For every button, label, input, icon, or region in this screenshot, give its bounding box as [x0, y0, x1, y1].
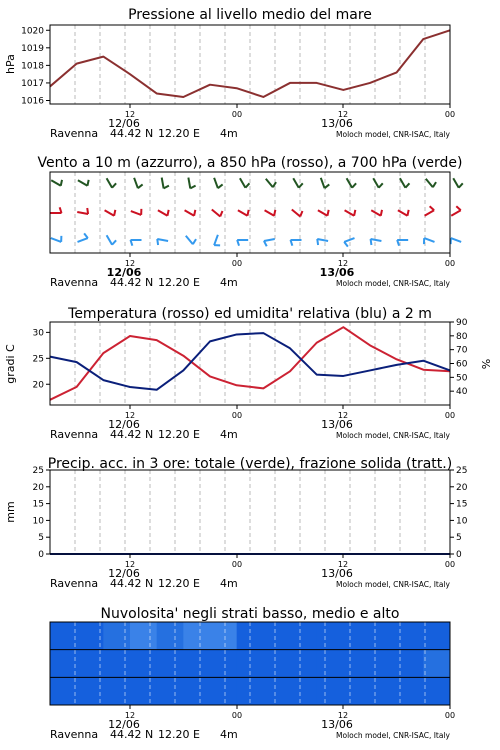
- model-credit: Moloch model, CNR-ISAC, Italy: [336, 731, 450, 740]
- time-tick-label: 12: [337, 259, 349, 268]
- wind-shaft: [292, 209, 300, 216]
- date-label: 13/06: [321, 567, 353, 580]
- wind-barb-10m: [77, 233, 87, 241]
- wind-shaft: [451, 238, 461, 242]
- wind-shaft: [107, 235, 113, 245]
- wind-shaft: [240, 178, 246, 188]
- time-tick-label: 00: [444, 110, 456, 119]
- time-tick-label: 00: [231, 110, 243, 119]
- wind-barb-10m: [51, 236, 62, 242]
- wind-shaft: [426, 179, 433, 187]
- cloud-cell: [423, 650, 450, 678]
- wind-feather: [247, 210, 248, 216]
- cloud-cell: [157, 622, 184, 650]
- wind-barb-850hpa: [318, 210, 329, 216]
- wind-shaft: [344, 238, 354, 242]
- wind-barb-10m: [264, 239, 275, 246]
- wind-barb-850hpa: [105, 210, 116, 216]
- wind-shaft: [293, 178, 299, 188]
- cloud-cell: [263, 677, 290, 705]
- wind-barb-850hpa: [265, 210, 276, 216]
- wind-barb-700hpa: [453, 178, 463, 188]
- wind-barb-700hpa: [78, 180, 89, 186]
- y-tick-right-label: 25: [456, 466, 468, 476]
- wind-shaft: [371, 210, 381, 216]
- wind-shaft: [107, 178, 113, 188]
- wind-shaft: [51, 180, 61, 186]
- cloud-cell: [103, 650, 130, 678]
- location-lon: 12.20 E: [158, 276, 200, 289]
- wind-shaft: [186, 236, 193, 244]
- y-tick-right-label: 10: [456, 516, 468, 527]
- cloud-cell: [343, 650, 370, 678]
- y-axis-label: gradi C: [4, 344, 17, 384]
- time-tick-label: 12: [124, 411, 136, 420]
- model-credit: Moloch model, CNR-ISAC, Italy: [336, 580, 450, 589]
- y-tick-right-label: 60: [456, 359, 468, 370]
- location-lat: 44.42 N: [110, 728, 154, 741]
- time-tick-label: 00: [231, 411, 243, 420]
- wind-shaft: [373, 178, 379, 188]
- wind-feather: [167, 210, 168, 216]
- y-tick-label: 25: [32, 466, 44, 476]
- wind-feather: [61, 180, 62, 186]
- cloud-cell: [423, 622, 450, 650]
- model-credit: Moloch model, CNR-ISAC, Italy: [336, 431, 450, 440]
- wind-barb-10m: [344, 238, 354, 246]
- panel-title: Nuvolosita' negli strati basso, medio e alto: [100, 606, 400, 622]
- wind-barb-700hpa: [426, 179, 436, 187]
- wind-shaft: [105, 210, 115, 216]
- location-name: Ravenna: [50, 577, 99, 590]
- wind-shaft: [398, 210, 408, 216]
- cloud-cell: [397, 677, 424, 705]
- wind-feather: [273, 182, 276, 187]
- wind-feather: [112, 240, 116, 244]
- y-tick-label: 5: [38, 533, 44, 544]
- y-axis-label: hPa: [4, 54, 17, 74]
- wind-shaft: [400, 178, 406, 188]
- wind-feather: [157, 239, 158, 245]
- cloud-cell: [370, 622, 397, 650]
- y-tick-right-label: 80: [456, 331, 468, 342]
- time-tick-label: 00: [444, 259, 456, 268]
- wind-barb-700hpa: [51, 180, 62, 186]
- wind-barb-10m: [317, 239, 328, 245]
- location-name: Ravenna: [50, 276, 99, 289]
- time-tick-label: 12: [124, 560, 136, 569]
- cloud-cell: [397, 650, 424, 678]
- cloud-cell: [290, 650, 317, 678]
- wind-barb-700hpa: [214, 178, 222, 188]
- cloud-cell: [183, 650, 210, 678]
- wind-feather: [430, 206, 434, 210]
- location-lat: 44.42 N: [110, 276, 154, 289]
- wind-shaft: [158, 210, 168, 216]
- y-tick-label: 15: [32, 499, 44, 510]
- wind-barb-850hpa: [238, 210, 249, 216]
- date-label: 12/06: [108, 567, 140, 580]
- y-tick-label: 25: [32, 354, 44, 365]
- wind-shaft: [318, 210, 328, 216]
- wind-barb-10m: [451, 238, 462, 244]
- wind-feather: [218, 184, 223, 188]
- y-tick-label: 20: [32, 482, 44, 493]
- y-tick-label: 10: [32, 516, 44, 527]
- wind-feather: [317, 239, 318, 245]
- time-tick-label: 12: [337, 110, 349, 119]
- wind-feather: [194, 210, 195, 216]
- location-lon: 12.20 E: [158, 577, 200, 590]
- wind-shaft: [266, 179, 273, 187]
- date-label: 12/06: [108, 418, 140, 431]
- wind-feather: [344, 242, 348, 247]
- y-tick-right-label: 5: [456, 533, 462, 544]
- date-label: 13/06: [319, 266, 355, 279]
- wind-barb-10m: [157, 239, 168, 245]
- wind-barb-700hpa: [162, 178, 169, 189]
- wind-feather: [84, 233, 88, 238]
- wind-barb-850hpa: [158, 210, 169, 216]
- cloud-cell: [370, 677, 397, 705]
- wind-feather: [299, 183, 303, 187]
- cloud-cell: [183, 622, 210, 650]
- cloud-cell: [183, 677, 210, 705]
- date-label: 13/06: [321, 418, 353, 431]
- wind-shaft: [371, 239, 382, 241]
- y-tick-label: 1018: [21, 61, 44, 72]
- wind-shaft: [157, 239, 168, 241]
- location-alt: 4m: [220, 276, 238, 289]
- wind-barb-850hpa: [451, 206, 461, 216]
- y-tick-right-label: 70: [456, 345, 468, 356]
- cloud-cell: [210, 622, 237, 650]
- panels: [4, 7, 493, 741]
- wind-feather: [459, 183, 463, 187]
- wind-shaft: [212, 209, 220, 216]
- cloud-cell: [157, 677, 184, 705]
- y-tick-right-label: 90: [456, 318, 468, 328]
- y-tick-label: 1017: [21, 78, 44, 89]
- panel-title: Temperatura (rosso) ed umidita' relativa (blu) a 2 m: [68, 306, 432, 322]
- wind-shaft: [265, 210, 275, 216]
- wind-shaft: [77, 238, 87, 242]
- wind-barb-700hpa: [134, 178, 142, 188]
- date-label: 12/06: [108, 117, 140, 130]
- time-tick-label: 12: [124, 110, 136, 119]
- wind-shaft: [185, 210, 195, 216]
- panel-title: Vento a 10 m (azzurro), a 850 hPa (rosso), a 700 hPa (verde): [37, 155, 463, 171]
- cloud-cell: [50, 677, 77, 705]
- wind-feather: [405, 183, 409, 187]
- location-lon: 12.20 E: [158, 127, 200, 140]
- location-name: Ravenna: [50, 728, 99, 741]
- cloud-cell: [103, 622, 130, 650]
- cloud-cell: [210, 650, 237, 678]
- wind-barb-700hpa: [107, 178, 117, 188]
- cloud-cell: [263, 622, 290, 650]
- wind-feather: [193, 239, 196, 244]
- y-tick-label: 30: [32, 328, 44, 339]
- cloud-cell: [50, 622, 77, 650]
- location-lon: 12.20 E: [158, 728, 200, 741]
- time-tick-label: 00: [444, 711, 456, 720]
- wind-barb-850hpa: [131, 209, 142, 215]
- location-lat: 44.42 N: [110, 577, 154, 590]
- y-tick-right-label: 40: [456, 387, 468, 398]
- wind-feather: [138, 184, 143, 188]
- wind-barb-850hpa: [425, 206, 435, 216]
- wind-feather: [407, 210, 408, 216]
- cloud-cell: [130, 622, 157, 650]
- y-axis-label: mm: [4, 501, 17, 523]
- wind-barb-850hpa: [212, 209, 223, 216]
- wind-barb-850hpa: [51, 207, 62, 213]
- cloud-cell: [103, 677, 130, 705]
- pressure-panel: [4, 7, 455, 140]
- date-label: 12/06: [108, 718, 140, 731]
- cloud-cell: [50, 650, 77, 678]
- y-axis-label: %: [480, 358, 493, 370]
- wind-shaft: [131, 211, 141, 215]
- wind-feather: [190, 186, 195, 189]
- wind-feather: [274, 210, 275, 216]
- time-tick-label: 00: [444, 560, 456, 569]
- y-tick-label: 20: [32, 380, 44, 391]
- wind-barb-10m: [131, 240, 142, 246]
- wind-shaft: [188, 178, 190, 189]
- wind-feather: [220, 211, 222, 217]
- wind-feather: [352, 183, 356, 187]
- wind-barb-10m: [397, 240, 408, 246]
- wind-shaft: [214, 178, 218, 188]
- cloud-cell: [157, 650, 184, 678]
- temperature-humidity-panel: [4, 306, 493, 441]
- wind-feather: [87, 180, 88, 186]
- cloud-cell: [423, 677, 450, 705]
- date-label: 13/06: [321, 117, 353, 130]
- wind-shaft: [78, 180, 88, 186]
- location-alt: 4m: [220, 577, 238, 590]
- y-tick-right-label: 15: [456, 499, 468, 510]
- wind-shaft: [317, 239, 328, 241]
- cloud-cell: [130, 677, 157, 705]
- cloud-cell: [343, 677, 370, 705]
- wind-feather: [379, 183, 383, 187]
- time-tick-label: 00: [231, 711, 243, 720]
- wind-feather: [114, 210, 115, 216]
- wind-shaft: [424, 238, 434, 242]
- panel-title: Pressione al livello medio del mare: [128, 7, 372, 23]
- model-credit: Moloch model, CNR-ISAC, Italy: [336, 279, 450, 288]
- cloud-cell: [317, 677, 344, 705]
- wind-barb-10m: [237, 240, 248, 246]
- y-tick-right-label: 20: [456, 482, 468, 493]
- precipitation-panel: [4, 456, 468, 590]
- time-tick-label: 12: [337, 560, 349, 569]
- wind-feather: [87, 208, 88, 214]
- date-label: 13/06: [321, 718, 353, 731]
- wind-feather: [371, 239, 372, 245]
- wind-shaft: [347, 178, 353, 188]
- cloud-cell: [317, 650, 344, 678]
- y-tick-label: 1019: [21, 43, 44, 54]
- wind-barb-10m: [214, 235, 220, 246]
- wind-feather: [300, 211, 302, 217]
- time-tick-label: 00: [231, 259, 243, 268]
- cloud-cell: [343, 622, 370, 650]
- wind-barb-700hpa: [400, 178, 410, 188]
- wind-shaft: [321, 178, 325, 188]
- wind-shaft: [345, 210, 355, 216]
- time-tick-label: 00: [231, 560, 243, 569]
- cloud-cell: [397, 622, 424, 650]
- time-tick-label: 12: [124, 711, 136, 720]
- time-tick-label: 12: [337, 711, 349, 720]
- wind-feather: [327, 210, 328, 216]
- time-tick-label: 12: [337, 411, 349, 420]
- wind-barb-850hpa: [292, 209, 303, 216]
- wind-shaft: [264, 239, 275, 241]
- wind-shaft: [77, 212, 88, 214]
- wind-feather: [112, 183, 116, 187]
- wind-barb-10m: [107, 235, 117, 245]
- cloud-cell: [130, 650, 157, 678]
- time-tick-label: 00: [444, 411, 456, 420]
- wind-shaft: [451, 210, 461, 216]
- wind-barb-700hpa: [293, 178, 303, 188]
- cloud-cell: [370, 650, 397, 678]
- wind-barb-700hpa: [347, 178, 357, 188]
- wind-shaft: [51, 238, 61, 242]
- location-name: Ravenna: [50, 428, 99, 441]
- wind-barb-850hpa: [185, 210, 196, 216]
- location-lat: 44.42 N: [110, 428, 154, 441]
- wind-barb-10m: [371, 239, 382, 245]
- wind-feather: [354, 210, 355, 216]
- time-tick-label: 12: [124, 259, 136, 268]
- cloud-cell: [290, 622, 317, 650]
- location-alt: 4m: [220, 127, 238, 140]
- location-alt: 4m: [220, 428, 238, 441]
- wind-barb-850hpa: [371, 210, 382, 216]
- wind-feather: [456, 206, 460, 210]
- cloud-cover-panel: [50, 606, 455, 741]
- wind-shaft: [162, 178, 164, 189]
- wind-feather: [164, 186, 169, 189]
- y-tick-label: 0: [38, 550, 44, 560]
- y-tick-label: 1016: [21, 96, 44, 107]
- wind-feather: [264, 241, 267, 246]
- date-label: 12/06: [106, 266, 142, 279]
- cloud-cell: [210, 677, 237, 705]
- wind-shaft: [238, 210, 248, 216]
- wind-feather: [433, 182, 436, 187]
- wind-feather: [245, 183, 249, 187]
- location-name: Ravenna: [50, 127, 99, 140]
- wind-barb-10m: [424, 238, 435, 244]
- location-lat: 44.42 N: [110, 127, 154, 140]
- wind-barb-700hpa: [188, 178, 195, 189]
- wind-panel: [37, 155, 462, 289]
- cloud-cell: [263, 650, 290, 678]
- wind-shaft: [425, 210, 435, 216]
- location-alt: 4m: [220, 728, 238, 741]
- y-tick-right-label: 50: [456, 373, 468, 384]
- location-lon: 12.20 E: [158, 428, 200, 441]
- wind-feather: [381, 210, 382, 216]
- wind-barb-10m: [186, 236, 196, 244]
- y-tick-label: 1020: [21, 26, 44, 37]
- wind-barb-850hpa: [77, 208, 88, 214]
- wind-shaft: [453, 178, 459, 188]
- wind-barb-700hpa: [240, 178, 250, 188]
- cloud-cell: [290, 677, 317, 705]
- y-tick-right-label: 0: [456, 550, 462, 560]
- panel-title: Precip. acc. in 3 ore: totale (verde), frazione solida (tratt.): [47, 456, 453, 472]
- model-credit: Moloch model, CNR-ISAC, Italy: [336, 130, 450, 139]
- wind-shaft: [134, 178, 138, 188]
- cloud-cell: [317, 622, 344, 650]
- wind-shaft: [214, 235, 218, 245]
